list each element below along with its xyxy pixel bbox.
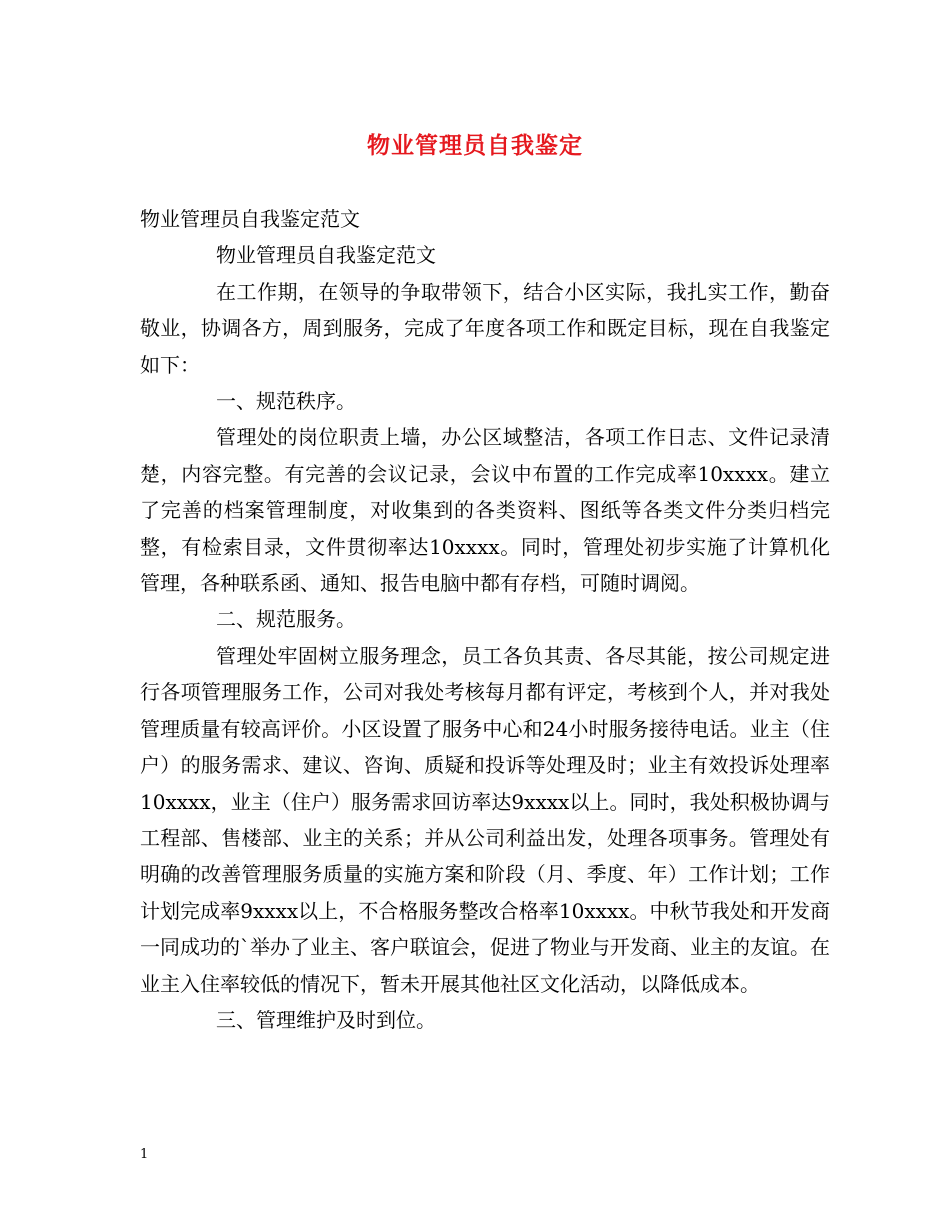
paragraph-service: 管理处牢固树立服务理念，员工各负其责、各尽其能，按公司规定进行各项管理服务工作，公司对我处考核每月都有评定，考核到个人，并对我处管理质量有较高评价。小区设置了服务中心和24小时服务接待电话。业主（住户）的服务需求、建议、咨询、质疑和投诉等处理及时；业主有效投诉处理率10xxxx，业主（住户）服务需求回访率达9xxxx以上。同时，我处积极协调与工程部、售楼部、业主的关系；并从公司利益出发，处理各项事务。管理处有明确的改善管理服务质量的实施方案和阶段（月、季度、年）工作计划；工作计划完成率9xxxx以上，不合格服务整改合格率10xxxx。中秋节我处和开发商一同成功的`举办了业主、客户联谊会，促进了物业与开发商、业主的友谊。在业主入住率较低的情况下，暂未开展其他社区文化活动，以降低成本。: [140, 643, 830, 996]
paragraph-subheading: 物业管理员自我鉴定范文: [216, 243, 436, 268]
section-heading-order: 一、规范秩序。: [216, 389, 356, 414]
section-heading-service: 二、规范服务。: [216, 607, 356, 632]
section-heading-maintenance: 三、管理维护及时到位。: [216, 1007, 436, 1032]
paragraph-heading: 物业管理员自我鉴定范文: [140, 207, 360, 231]
page-number: 1: [140, 1147, 149, 1162]
paragraph-order: 管理处的岗位职责上墙，办公区域整洁，各项工作日志、文件记录清楚，内容完整。有完善的会议记录，会议中布置的工作完成率10xxxx。建立了完善的档案管理制度，对收集到的各类资料、图纸等各类文件分类归档完整，有检索目录，文件贯彻率达10xxxx。同时，管理处初步实施了计算机化管理，各种联系函、通知、报告电脑中都有存档，可随时调阅。: [140, 425, 830, 596]
document-body: [140, 201, 830, 1038]
paragraph-intro: 在工作期，在领导的争取带领下，结合小区实际，我扎实工作，勤奋敬业，协调各方，周到服务，完成了年度各项工作和既定目标，现在自我鉴定如下：: [140, 279, 830, 377]
document-title: 物业管理员自我鉴定: [367, 132, 583, 159]
